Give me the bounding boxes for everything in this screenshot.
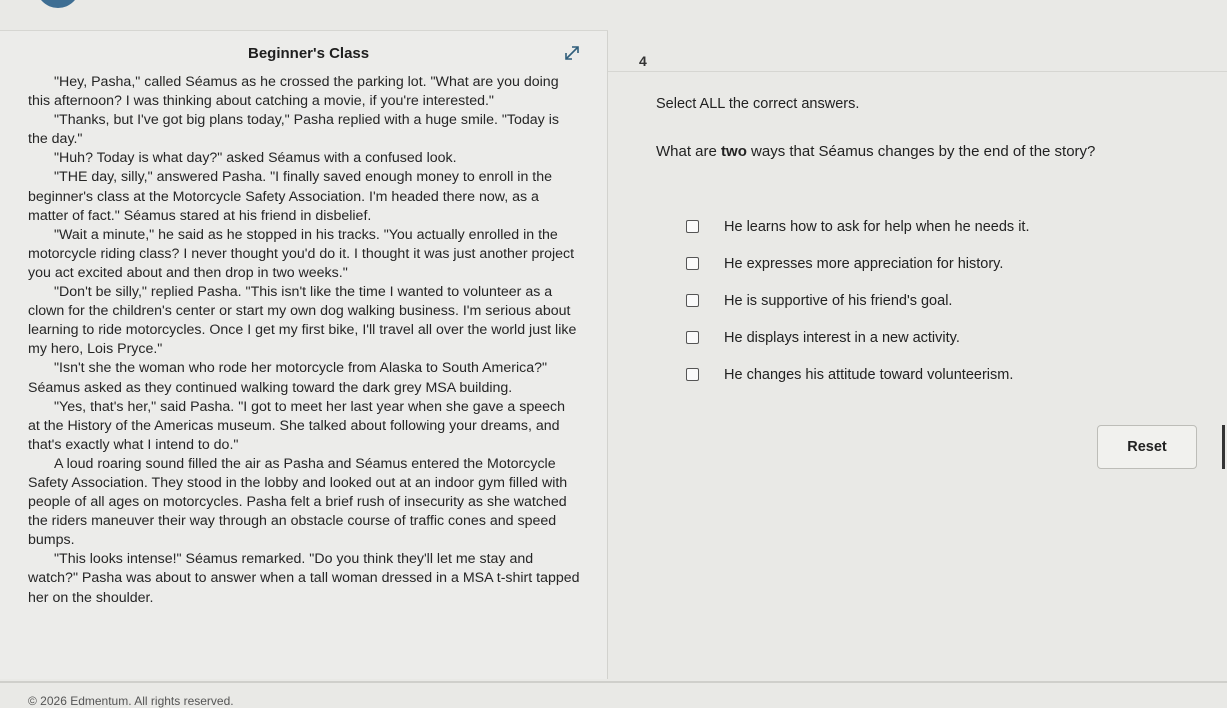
reset-button[interactable]: Reset	[1097, 425, 1197, 469]
question-prompt	[656, 143, 1095, 160]
passage-paragraph: "Hey, Pasha," called Séamus as he crossed the parking lot. "What are you doing this afternoon? I was thinking about catching a movie, if you're interested."	[28, 74, 559, 110]
passage-paragraph: A loud roaring sound filled the air as Pasha and Séamus entered the Motorcycle Safety Association. They stood in the lobby and looked out at an indoor gym filled with people of all ages on motorcycles. Pasha felt a brief rush of insecurity as she watched the riders maneuver their way through an obstacle course of traffic cones and speed bumps.	[28, 455, 568, 549]
answer-choice[interactable]	[686, 319, 1206, 356]
passage-paragraph: "Thanks, but I've got big plans today," Pasha replied with a huge smile. "Today is the day."	[28, 112, 559, 148]
passage-paragraph: "Huh? Today is what day?" asked Séamus with a confused look.	[54, 150, 457, 167]
passage-paragraph: "Isn't she the woman who rode her motorcycle from Alaska to South America?" Séamus asked as they continued walking toward the dark grey MSA building.	[28, 360, 548, 396]
checkbox[interactable]	[686, 294, 699, 307]
question-prompt-part: ways that Séamus changes by the end of the story?	[746, 143, 1096, 160]
passage-paragraph: "Don't be silly," replied Pasha. "This isn't like the time I wanted to volunteer as a clown for the children's center or start my own dog walking business. I'm serious about learning to ride motorcycles. Once I get my first bike, I'll travel all over the world just like my hero, Lois Pryce."	[28, 284, 577, 358]
app-header-tab	[36, 0, 80, 8]
checkbox[interactable]	[686, 331, 699, 344]
answer-choice-label: He displays interest in a new activity.	[724, 329, 960, 346]
checkbox[interactable]	[686, 257, 699, 270]
checkbox[interactable]	[686, 220, 699, 233]
question-number: 4	[639, 53, 647, 69]
answer-choice[interactable]	[686, 282, 1206, 319]
passage-panel	[0, 31, 608, 679]
answer-choice-label: He is supportive of his friend's goal.	[724, 292, 953, 309]
question-header	[608, 31, 1227, 72]
question-prompt-part: What are	[656, 143, 722, 160]
next-panel-edge	[1222, 425, 1225, 469]
passage-paragraph: "THE day, silly," answered Pasha. "I finally saved enough money to enroll in the beginner's class at the Motorcycle Safety Association. I'm headed there now, as a matter of fact." Séamus stared at his friend in disbelief.	[28, 169, 553, 224]
answer-choice[interactable]	[686, 245, 1206, 282]
expand-arrows-icon[interactable]	[561, 42, 583, 64]
passage-paragraph: "Yes, that's her," said Pasha. "I got to meet her last year when she gave a speech at the History of the Americas museum. She talked about following your dreams, and that's exactly what I intend to do."	[28, 398, 566, 453]
answer-choice-label: He learns how to ask for help when he needs it.	[724, 218, 1030, 235]
answer-choice[interactable]	[686, 208, 1206, 245]
answer-choice[interactable]	[686, 356, 1206, 393]
passage-body	[28, 73, 580, 608]
footer-divider	[0, 681, 1227, 683]
passage-paragraph: "Wait a minute," he said as he stopped in his tracks. "You actually enrolled in the motorcycle riding class? I never thought you'd do it. I thought it was just another project you act excited about and then drop in two weeks."	[28, 226, 575, 281]
answer-choice-label: He expresses more appreciation for history.	[724, 255, 1004, 272]
passage-title: Beginner's Class	[248, 45, 370, 62]
answer-choice-label: He changes his attitude toward volunteerism.	[724, 366, 1014, 383]
footer-copyright: © 2026 Edmentum. All rights reserved.	[28, 694, 234, 708]
question-instructions: Select ALL the correct answers.	[656, 96, 860, 112]
passage-paragraph: "This looks intense!" Séamus remarked. "Do you think they'll let me stay and watch?" Pasha was about to answer when a tall woman dressed in a MSA t-shirt tapped her on the shoulder.	[28, 551, 580, 606]
question-prompt-emphasis: two	[721, 143, 747, 160]
checkbox[interactable]	[686, 368, 699, 381]
answer-choices	[686, 208, 1206, 393]
